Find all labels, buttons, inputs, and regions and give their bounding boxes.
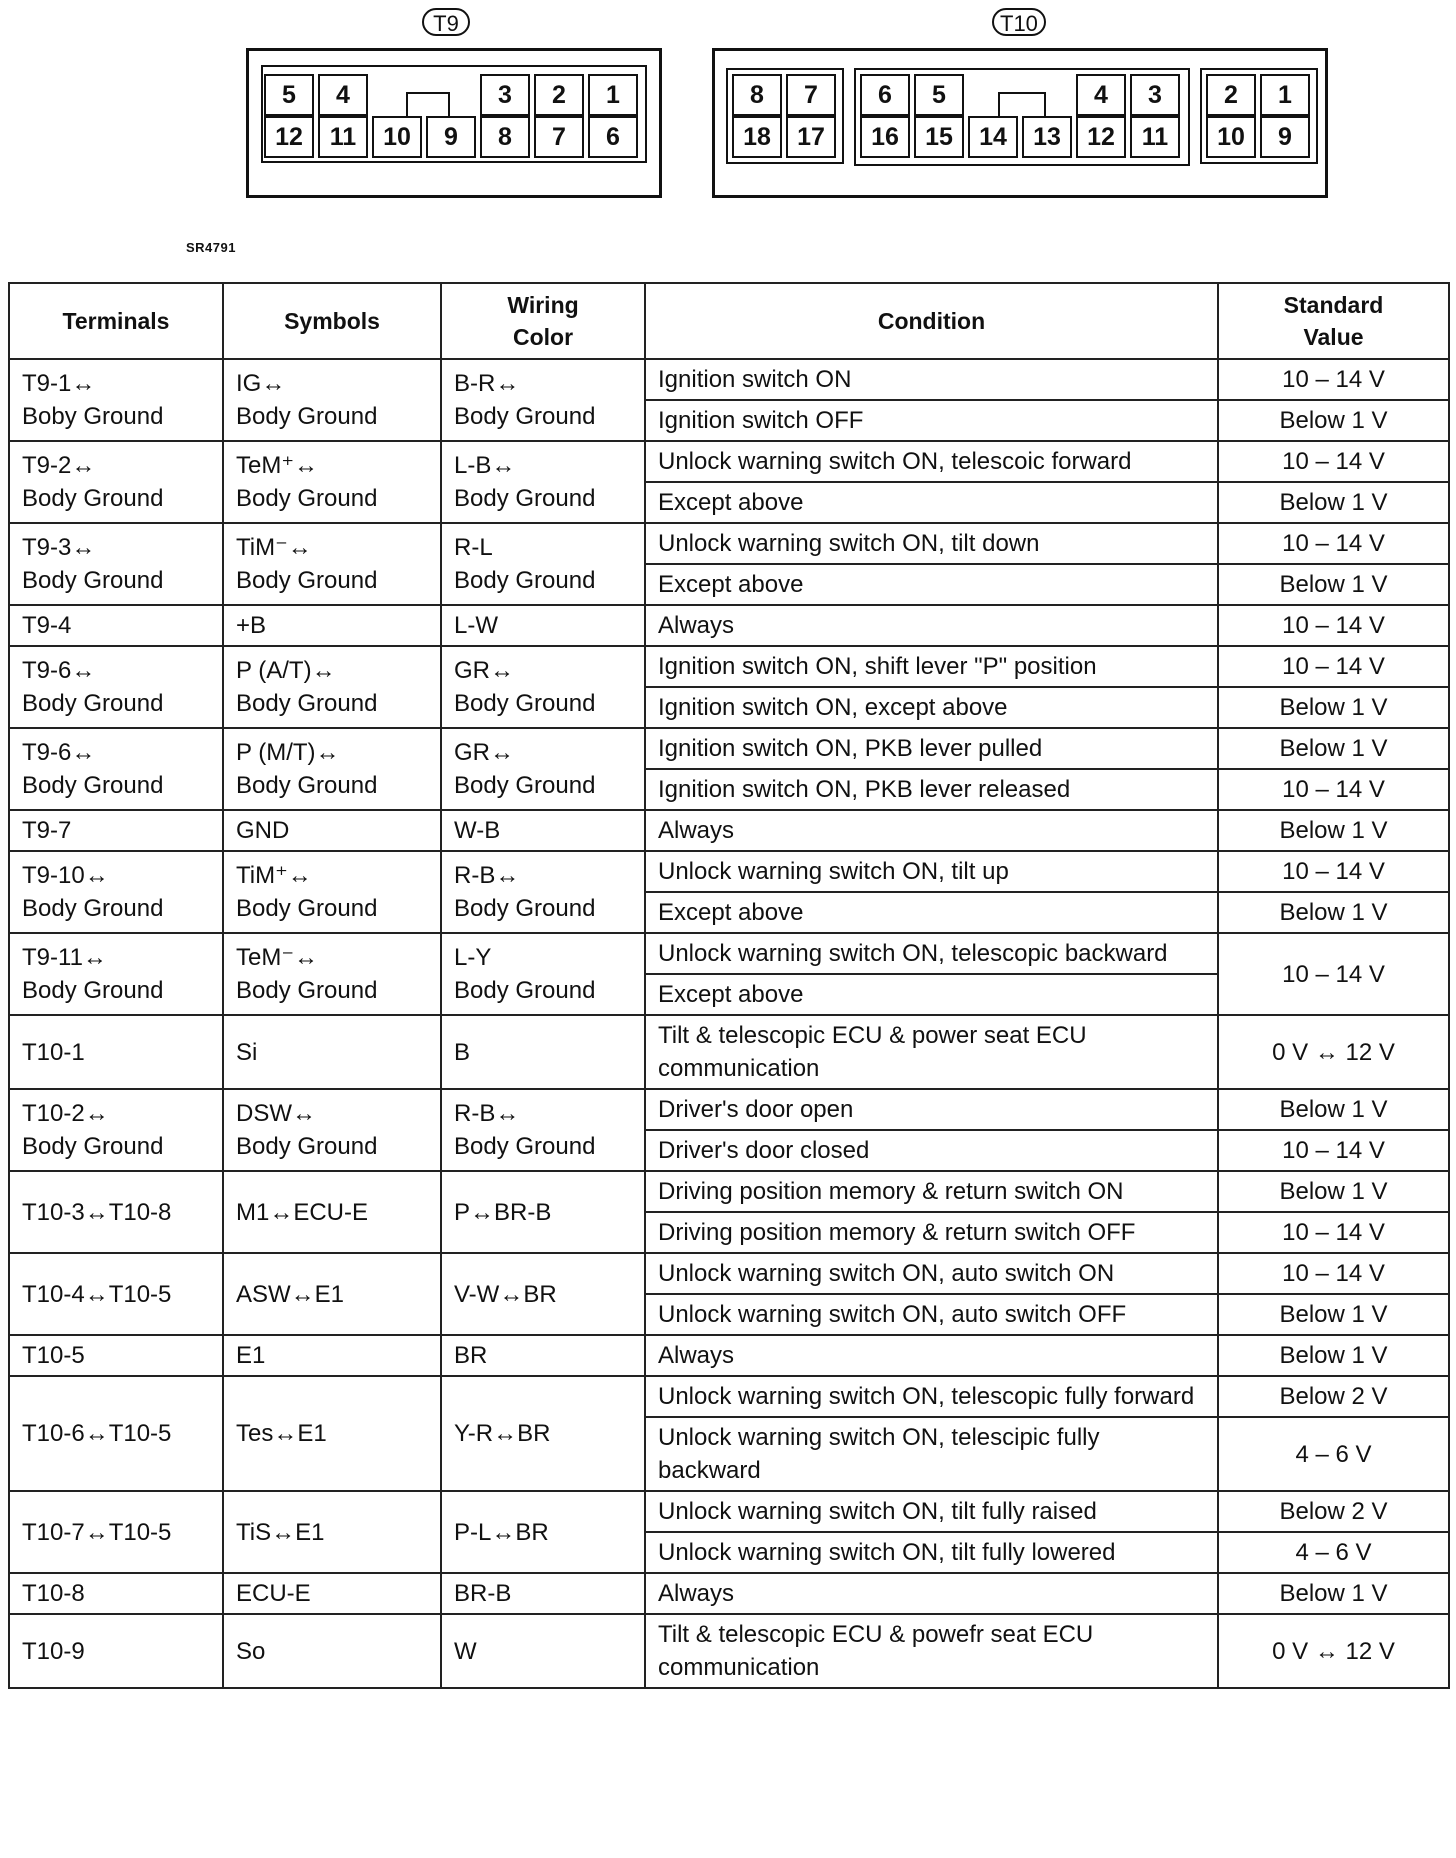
terminal-cell (9, 1573, 223, 1614)
standard-value-cell: Below 2 V (1218, 1491, 1449, 1532)
terminal-cell-line: T9-4 (22, 612, 72, 639)
connector-t10 (712, 8, 1328, 204)
standard-value-cell: 10 – 14 V (1218, 1130, 1449, 1171)
standard-value-cell: 10 – 14 V (1218, 441, 1449, 482)
wiring-cell-line: Y-R↔BR (454, 1420, 551, 1447)
table-row (9, 1376, 1449, 1417)
pin-t9-12: 12 (264, 116, 314, 158)
wiring-cell-line: Body Ground (454, 895, 596, 922)
table-row (9, 933, 1449, 974)
condition-cell: Ignition switch ON (645, 359, 1218, 400)
symbol-cell (223, 359, 441, 441)
standard-value-cell: 0 V ↔ 12 V (1218, 1015, 1449, 1089)
standard-value-cell: Below 1 V (1218, 400, 1449, 441)
header-wiring-color (441, 283, 645, 359)
condition-cell: Ignition switch ON, shift lever "P" position (645, 646, 1218, 687)
terminal-cell-line: T9-3↔ (22, 534, 96, 561)
symbol-cell (223, 1335, 441, 1376)
pin-t9-7: 7 (534, 116, 584, 158)
standard-value-cell: 10 – 14 V (1218, 646, 1449, 687)
wiring-cell-line: GR↔ (454, 739, 514, 766)
condition-cell: Unlock warning switch ON, telescopic backward (645, 933, 1218, 974)
condition-cell: Unlock warning switch ON, tilt fully raised (645, 1491, 1218, 1532)
wiring-cell (441, 1171, 645, 1253)
wiring-cell-line: BR-B (454, 1580, 512, 1607)
symbol-cell-line: P (M/T)↔ (236, 739, 340, 766)
symbol-cell-line: IG↔ (236, 370, 286, 397)
symbol-cell-line: ASW↔E1 (236, 1280, 345, 1308)
table-row (9, 1089, 1449, 1130)
standard-value-cell: Below 1 V (1218, 1335, 1449, 1376)
wiring-cell-line: B (454, 1038, 471, 1066)
symbol-cell-line: TiM⁺↔ (236, 862, 312, 889)
wiring-cell (441, 1253, 645, 1335)
symbol-cell-line: M1↔ECU-E (236, 1198, 369, 1226)
standard-value-cell: Below 1 V (1218, 1089, 1449, 1130)
symbol-cell-line: E1 (236, 1342, 266, 1369)
condition-cell: Driving position memory & return switch ON (645, 1171, 1218, 1212)
pin-t10-2: 2 (1206, 74, 1256, 116)
condition-cell: Always (645, 810, 1218, 851)
wiring-cell (441, 646, 645, 728)
standard-value-cell: 10 – 14 V (1218, 605, 1449, 646)
wiring-cell-line: BR (454, 1342, 488, 1369)
figure-code: SR4791 (186, 240, 236, 255)
symbol-cell (223, 1015, 441, 1089)
terminal-cell-line: T9-1↔ (22, 370, 96, 397)
wiring-cell (441, 1089, 645, 1171)
symbol-cell (223, 441, 441, 523)
symbol-cell-line: Body Ground (236, 567, 378, 594)
symbol-cell (223, 1614, 441, 1688)
condition-cell: Ignition switch OFF (645, 400, 1218, 441)
standard-value-cell: Below 1 V (1218, 892, 1449, 933)
connector-t9-latch (406, 92, 450, 116)
standard-value-cell: 10 – 14 V (1218, 933, 1449, 1015)
condition-cell: Tilt & telescopic ECU & power seat ECU communication (645, 1015, 1218, 1089)
terminal-cell (9, 1253, 223, 1335)
symbol-cell (223, 728, 441, 810)
terminal-cell-line: Boby Ground (22, 403, 164, 430)
pin-t10-11: 11 (1130, 116, 1180, 158)
standard-value-cell: 10 – 14 V (1218, 1212, 1449, 1253)
symbol-cell (223, 1089, 441, 1171)
wiring-cell-line: L-B↔ (454, 452, 516, 479)
wiring-cell (441, 605, 645, 646)
pin-t9-8: 8 (480, 116, 530, 158)
terminal-cell-line: Body Ground (22, 1133, 164, 1160)
terminal-cell (9, 1171, 223, 1253)
terminal-cell-line: Body Ground (22, 567, 164, 594)
table-row (9, 1614, 1449, 1688)
pin-t10-10: 10 (1206, 116, 1256, 158)
pin-t10-6: 6 (860, 74, 910, 116)
terminal-cell-line: T10-3↔T10-8 (22, 1198, 172, 1226)
wiring-cell-line: R-L (454, 534, 493, 561)
terminal-cell-line: Body Ground (22, 977, 164, 1004)
terminal-cell (9, 933, 223, 1015)
standard-value-cell: Below 1 V (1218, 1294, 1449, 1335)
pin-t9-1: 1 (588, 74, 638, 116)
standard-value-cell: 4 – 6 V (1218, 1417, 1449, 1491)
terminal-cell-line: Body Ground (22, 690, 164, 717)
terminal-cell (9, 1376, 223, 1491)
wiring-cell-line: Body Ground (454, 690, 596, 717)
table-row (9, 1015, 1449, 1089)
pin-t9-2: 2 (534, 74, 584, 116)
pin-t10-15: 15 (914, 116, 964, 158)
header-wiring-line2: Color (512, 324, 574, 350)
condition-cell: Except above (645, 892, 1218, 933)
wiring-cell-line: Body Ground (454, 567, 596, 594)
symbol-cell-line: GND (236, 817, 290, 844)
standard-value-cell: Below 1 V (1218, 1171, 1449, 1212)
symbol-cell-line: TiS↔E1 (236, 1518, 325, 1546)
header-standard-line1: Standard (1283, 292, 1384, 318)
terminal-cell (9, 1614, 223, 1688)
pin-t10-14: 14 (968, 116, 1018, 158)
symbol-cell-line: TiM⁻↔ (236, 534, 312, 561)
table-header-row (9, 283, 1449, 359)
table-row (9, 1335, 1449, 1376)
standard-value-cell: Below 1 V (1218, 687, 1449, 728)
wiring-cell-line: Body Ground (454, 977, 596, 1004)
wiring-cell-line: Body Ground (454, 772, 596, 799)
terminal-cell (9, 851, 223, 933)
standard-value-cell: 10 – 14 V (1218, 1253, 1449, 1294)
condition-cell: Except above (645, 482, 1218, 523)
connector-t9-label: T9 (422, 8, 470, 36)
pin-t10-3: 3 (1130, 74, 1180, 116)
wiring-cell-line: Body Ground (454, 485, 596, 512)
pin-t9-3: 3 (480, 74, 530, 116)
condition-cell: Unlock warning switch ON, telescoic forward (645, 441, 1218, 482)
symbol-cell-line: TeM⁺↔ (236, 452, 319, 479)
symbol-cell (223, 1253, 441, 1335)
wiring-cell (441, 1491, 645, 1573)
terminal-cell-line: T9-2↔ (22, 452, 96, 479)
symbol-cell-line: P (A/T)↔ (236, 657, 336, 684)
wiring-cell (441, 933, 645, 1015)
pin-t10-12: 12 (1076, 116, 1126, 158)
condition-cell: Unlock warning switch ON, auto switch ON (645, 1253, 1218, 1294)
standard-value-cell: 10 – 14 V (1218, 523, 1449, 564)
pin-t10-5: 5 (914, 74, 964, 116)
symbol-cell (223, 810, 441, 851)
condition-cell: Unlock warning switch ON, auto switch OFF (645, 1294, 1218, 1335)
table-row (9, 1491, 1449, 1532)
pin-t10-1: 1 (1260, 74, 1310, 116)
terminal-spec-table (8, 282, 1450, 1689)
pin-t9-6: 6 (588, 116, 638, 158)
symbol-cell (223, 646, 441, 728)
connector-t9 (246, 8, 662, 204)
wiring-cell (441, 851, 645, 933)
terminal-cell-line: T9-7 (22, 817, 72, 844)
symbol-cell (223, 1171, 441, 1253)
wiring-cell-line: GR↔ (454, 657, 514, 684)
wiring-cell (441, 810, 645, 851)
terminal-cell-line: Body Ground (22, 895, 164, 922)
wiring-cell (441, 523, 645, 605)
wiring-cell-line: P-L↔BR (454, 1518, 549, 1546)
terminal-cell-line: T10-5 (22, 1342, 85, 1369)
pin-t10-7: 7 (786, 74, 836, 116)
pin-t10-9: 9 (1260, 116, 1310, 158)
terminal-cell (9, 523, 223, 605)
terminal-cell (9, 441, 223, 523)
pin-t10-18: 18 (732, 116, 782, 158)
standard-value-cell: 10 – 14 V (1218, 769, 1449, 810)
wiring-cell (441, 1614, 645, 1688)
condition-cell: Except above (645, 564, 1218, 605)
wiring-cell-line: W-B (454, 817, 501, 844)
header-standard-line2: Value (1303, 324, 1364, 350)
symbol-cell-line: Body Ground (236, 1133, 378, 1160)
symbol-cell-line: Body Ground (236, 485, 378, 512)
terminal-cell (9, 646, 223, 728)
standard-value-cell: 10 – 14 V (1218, 359, 1449, 400)
condition-cell: Driver's door open (645, 1089, 1218, 1130)
symbol-cell-line: Body Ground (236, 403, 378, 430)
condition-cell: Driver's door closed (645, 1130, 1218, 1171)
terminal-cell-line: Body Ground (22, 772, 164, 799)
symbol-cell (223, 1573, 441, 1614)
terminal-cell-line: T9-6↔ (22, 739, 96, 766)
pin-t10-4: 4 (1076, 74, 1126, 116)
wiring-cell (441, 1015, 645, 1089)
symbol-cell (223, 605, 441, 646)
condition-cell: Ignition switch ON, PKB lever released (645, 769, 1218, 810)
symbol-cell-line: Body Ground (236, 772, 378, 799)
wiring-cell-line: L-W (454, 612, 498, 639)
terminal-cell-line: T10-8 (22, 1580, 85, 1607)
wiring-cell-line: R-B↔ (454, 1100, 520, 1127)
standard-value-cell: 10 – 14 V (1218, 851, 1449, 892)
condition-cell: Unlock warning switch ON, tilt up (645, 851, 1218, 892)
standard-value-cell: 4 – 6 V (1218, 1532, 1449, 1573)
symbol-cell (223, 1491, 441, 1573)
condition-cell: Always (645, 1335, 1218, 1376)
condition-cell: Tilt & telescopic ECU & powefr seat ECU communication (645, 1614, 1218, 1688)
standard-value-cell: Below 1 V (1218, 1573, 1449, 1614)
wiring-cell (441, 728, 645, 810)
pin-t10-17: 17 (786, 116, 836, 158)
wiring-cell-line: Body Ground (454, 403, 596, 430)
header-condition: Condition (645, 283, 1218, 359)
table-row (9, 851, 1449, 892)
pin-t9-10: 10 (372, 116, 422, 158)
wiring-cell-line: V-W↔BR (454, 1280, 557, 1308)
symbol-cell-line: Body Ground (236, 690, 378, 717)
table-row (9, 1253, 1449, 1294)
wiring-cell-line: B-R↔ (454, 370, 520, 397)
terminal-cell-line: T9-10↔ (22, 862, 109, 889)
wiring-cell (441, 1335, 645, 1376)
table-row (9, 605, 1449, 646)
terminal-cell-line: T9-11↔ (22, 944, 107, 971)
terminal-cell (9, 810, 223, 851)
terminal-cell-line: T10-9 (22, 1637, 85, 1665)
terminal-cell-line: Body Ground (22, 485, 164, 512)
terminal-cell (9, 1335, 223, 1376)
symbol-cell-line: Body Ground (236, 895, 378, 922)
wiring-cell-line: Body Ground (454, 1133, 596, 1160)
table-row (9, 359, 1449, 400)
condition-cell: Always (645, 605, 1218, 646)
terminal-cell-line: T10-4↔T10-5 (22, 1280, 172, 1308)
symbol-cell-line: Body Ground (236, 977, 378, 1004)
terminal-cell (9, 359, 223, 441)
condition-cell: Always (645, 1573, 1218, 1614)
symbol-cell-line: DSW↔ (236, 1100, 316, 1127)
condition-cell: Ignition switch ON, PKB lever pulled (645, 728, 1218, 769)
symbol-cell-line: +B (236, 612, 267, 639)
table-row (9, 523, 1449, 564)
symbol-cell-line: So (236, 1637, 266, 1665)
condition-cell: Except above (645, 974, 1218, 1015)
table-row (9, 810, 1449, 851)
wiring-cell (441, 1573, 645, 1614)
standard-value-cell: Below 1 V (1218, 482, 1449, 523)
terminal-cell-line: T10-2↔ (22, 1100, 109, 1127)
terminal-cell (9, 605, 223, 646)
pin-t9-4: 4 (318, 74, 368, 116)
pin-t9-11: 11 (318, 116, 368, 158)
wiring-cell (441, 1376, 645, 1491)
condition-cell: Unlock warning switch ON, telescipic fully backward (645, 1417, 1218, 1491)
table-row (9, 1573, 1449, 1614)
pin-t10-8: 8 (732, 74, 782, 116)
standard-value-cell: 0 V ↔ 12 V (1218, 1614, 1449, 1688)
condition-cell: Ignition switch ON, except above (645, 687, 1218, 728)
pin-t9-9: 9 (426, 116, 476, 158)
terminal-cell (9, 1491, 223, 1573)
condition-cell: Unlock warning switch ON, tilt down (645, 523, 1218, 564)
table-row (9, 441, 1449, 482)
header-symbols: Symbols (223, 283, 441, 359)
symbol-cell-line: ECU-E (236, 1580, 311, 1607)
pin-t9-5: 5 (264, 74, 314, 116)
header-standard-value (1218, 283, 1449, 359)
symbol-cell (223, 523, 441, 605)
wiring-cell-line: L-Y (454, 944, 492, 971)
terminal-cell (9, 1015, 223, 1089)
wiring-cell-line: W (454, 1637, 477, 1665)
wiring-cell-line: P↔BR-B (454, 1198, 552, 1226)
symbol-cell-line: TeM⁻↔ (236, 944, 319, 971)
symbol-cell (223, 933, 441, 1015)
terminal-cell-line: T10-1 (22, 1038, 85, 1066)
table-row (9, 728, 1449, 769)
wiring-cell (441, 441, 645, 523)
standard-value-cell: Below 2 V (1218, 1376, 1449, 1417)
header-terminals: Terminals (9, 283, 223, 359)
condition-cell: Unlock warning switch ON, telescopic fully forward (645, 1376, 1218, 1417)
table-row (9, 646, 1449, 687)
terminal-cell-line: T9-6↔ (22, 657, 96, 684)
standard-value-cell: Below 1 V (1218, 728, 1449, 769)
connector-t10-latch (998, 92, 1046, 116)
symbol-cell (223, 1376, 441, 1491)
table-row (9, 1171, 1449, 1212)
wiring-cell-line: R-B↔ (454, 862, 520, 889)
pin-t10-16: 16 (860, 116, 910, 158)
terminal-cell-line: T10-7↔T10-5 (22, 1518, 172, 1546)
terminal-cell (9, 728, 223, 810)
terminal-cell (9, 1089, 223, 1171)
symbol-cell-line: Tes↔E1 (236, 1420, 327, 1447)
condition-cell: Driving position memory & return switch OFF (645, 1212, 1218, 1253)
terminal-cell-line: T10-6↔T10-5 (22, 1420, 172, 1447)
header-wiring-line1: Wiring (507, 292, 579, 318)
symbol-cell-line: Si (236, 1038, 258, 1066)
standard-value-cell: Below 1 V (1218, 564, 1449, 605)
connector-t10-label: T10 (992, 8, 1046, 36)
wiring-cell (441, 359, 645, 441)
condition-cell: Unlock warning switch ON, tilt fully lowered (645, 1532, 1218, 1573)
symbol-cell (223, 851, 441, 933)
standard-value-cell: Below 1 V (1218, 810, 1449, 851)
pin-t10-13: 13 (1022, 116, 1072, 158)
